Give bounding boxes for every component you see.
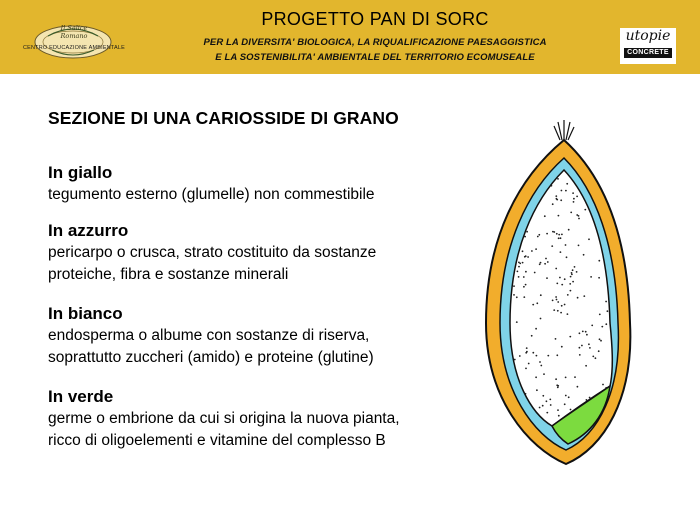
starch-dot xyxy=(589,347,591,349)
starch-dot xyxy=(576,271,578,273)
starch-dot xyxy=(526,351,528,353)
starch-dot xyxy=(602,384,604,386)
starch-dot xyxy=(595,357,597,359)
starch-dot xyxy=(555,195,557,197)
section-heading: In azzurro xyxy=(48,221,129,240)
starch-dot xyxy=(555,338,557,340)
starch-dot xyxy=(574,376,576,378)
starch-dot xyxy=(532,304,534,306)
starch-dot xyxy=(528,363,530,365)
starch-dot xyxy=(557,409,559,411)
section-blue xyxy=(48,220,498,285)
starch-dot xyxy=(581,345,583,347)
starch-dot xyxy=(585,365,587,367)
starch-dot xyxy=(557,178,559,180)
starch-dot xyxy=(579,347,581,349)
starch-dot xyxy=(577,297,579,299)
utopie-logo-script: utopie xyxy=(625,28,671,44)
starch-dot xyxy=(551,245,553,247)
starch-dot xyxy=(542,405,544,407)
starch-dot xyxy=(525,368,527,370)
project-title: PROGETTO PAN DI SORC xyxy=(261,9,489,29)
starch-dot xyxy=(536,355,538,357)
starch-dot xyxy=(566,183,568,185)
starch-dot xyxy=(551,185,553,187)
starch-dot xyxy=(516,296,518,298)
cea-logo-text: CENTRO EDUCAZIONE AMBIENTALE xyxy=(22,45,126,51)
section-heading: In verde xyxy=(48,387,114,406)
starch-dot xyxy=(570,276,572,278)
starch-dot xyxy=(537,236,539,238)
starch-dot xyxy=(546,277,548,279)
starch-dot xyxy=(598,350,600,352)
starch-dot xyxy=(573,198,575,200)
section-text: tegumento esterno (glumelle) non commestibile xyxy=(48,186,375,203)
starch-dot xyxy=(572,269,574,271)
starch-dot xyxy=(519,355,521,357)
starch-dot xyxy=(588,343,590,345)
section-green xyxy=(48,386,498,451)
starch-dot xyxy=(549,399,551,401)
starch-dot xyxy=(560,237,562,239)
starch-dot xyxy=(531,250,533,252)
starch-dot xyxy=(570,212,572,214)
starch-dot xyxy=(523,286,525,288)
starch-dot xyxy=(557,385,559,387)
starch-dot xyxy=(582,331,584,333)
starch-dot xyxy=(540,294,542,296)
starch-dot xyxy=(556,198,558,200)
starch-dot xyxy=(559,277,561,279)
section-text: pericarpo o crusca, strato costituito da sostanze proteiche, fibra e sostanze minerali xyxy=(48,244,377,283)
starch-dot xyxy=(539,407,541,409)
starch-dot xyxy=(536,389,538,391)
starch-dot xyxy=(605,323,607,325)
starch-dot xyxy=(547,355,549,357)
wheat-kernel-diagram xyxy=(478,118,638,478)
starch-dot xyxy=(564,304,566,306)
starch-dot xyxy=(599,314,601,316)
starch-dot xyxy=(539,263,541,265)
starch-dot xyxy=(540,365,542,367)
starch-dot xyxy=(565,244,567,246)
section-yellow xyxy=(48,162,498,206)
starch-dot xyxy=(513,285,515,287)
starch-dot xyxy=(513,294,515,296)
starch-dot xyxy=(569,336,571,338)
starch-dot xyxy=(534,272,536,274)
starch-dot xyxy=(546,400,548,402)
starch-dot xyxy=(557,301,559,303)
starch-dot xyxy=(540,318,542,320)
project-subtitle-line2: E LA SOSTENIBILITA' AMBIENTALE DEL TERRITORIO ECOMUSEALE xyxy=(215,52,535,63)
starch-dot xyxy=(598,260,600,262)
starch-dot xyxy=(516,321,518,323)
starch-dot xyxy=(564,403,566,405)
starch-dot xyxy=(555,296,557,298)
starch-dot xyxy=(558,215,560,217)
starch-dot xyxy=(599,338,601,340)
starch-dot xyxy=(591,325,593,327)
starch-dot xyxy=(586,399,588,401)
starch-dot xyxy=(561,190,563,192)
starch-dot xyxy=(557,310,559,312)
section-white xyxy=(48,303,498,368)
starch-dot xyxy=(561,234,563,236)
starch-dot xyxy=(561,305,563,307)
starch-dot xyxy=(566,256,568,258)
starch-dot xyxy=(525,271,527,273)
section-text: endosperma o albume con sostanze di riserva, soprattutto zuccheri (amido) e proteine (glutine) xyxy=(48,327,374,366)
starch-dot xyxy=(570,409,572,411)
starch-dot xyxy=(535,328,537,330)
starch-dot xyxy=(514,359,516,361)
starch-dot xyxy=(540,262,542,264)
cea-logo xyxy=(18,20,128,64)
starch-dot xyxy=(522,262,524,264)
starch-dot xyxy=(567,294,569,296)
starch-dot xyxy=(550,404,552,406)
starch-dot xyxy=(583,295,585,297)
starch-dot xyxy=(556,283,558,285)
starch-dot xyxy=(568,229,570,231)
starch-dot xyxy=(531,335,533,337)
kernel-brush-hairs xyxy=(554,120,574,140)
starch-dot xyxy=(578,245,580,247)
starch-dot xyxy=(526,231,528,233)
starch-dot xyxy=(544,263,546,265)
header-bar xyxy=(0,0,700,74)
starch-dot xyxy=(561,284,563,286)
starch-dot xyxy=(555,268,557,270)
starch-dot xyxy=(560,199,562,201)
starch-dot xyxy=(557,387,559,389)
starch-dot xyxy=(536,302,538,304)
project-subtitle-line1: PER LA DIVERSITA' BIOLOGICA, LA RIQUALIFICAZIONE PAESAGGISTICA xyxy=(203,37,547,48)
starch-dot xyxy=(588,238,590,240)
starch-dot xyxy=(532,352,534,354)
starch-dot xyxy=(535,376,537,378)
starch-dot xyxy=(576,214,578,216)
starch-dot xyxy=(601,326,603,328)
starch-dot xyxy=(570,290,572,292)
starch-dot xyxy=(522,250,524,252)
starch-dot xyxy=(589,397,591,399)
starch-dot xyxy=(561,346,563,348)
starch-dot xyxy=(552,203,554,205)
starch-dot xyxy=(572,281,574,283)
starch-dot xyxy=(556,354,558,356)
starch-dot xyxy=(553,231,555,233)
starch-dot xyxy=(556,233,558,235)
utopie-concrete-logo xyxy=(620,28,676,64)
starch-dot xyxy=(546,233,548,235)
starch-dot xyxy=(546,412,548,414)
starch-dot xyxy=(586,334,588,336)
section-heading: In bianco xyxy=(48,304,123,323)
starch-dot xyxy=(583,254,585,256)
starch-dot xyxy=(574,266,576,268)
starch-dot xyxy=(518,262,520,264)
starch-dot xyxy=(565,190,567,192)
starch-dot xyxy=(517,271,519,273)
starch-dot xyxy=(524,236,526,238)
starch-dot xyxy=(525,393,527,395)
starch-dot xyxy=(558,237,560,239)
starch-dot xyxy=(565,395,567,397)
starch-dot xyxy=(590,276,592,278)
starch-dot xyxy=(573,201,575,203)
starch-dot xyxy=(565,377,567,379)
section-text: germe o embrione da cui si origina la nuova pianta, ricco di oligoelementi e vitamine del complesso B xyxy=(48,410,400,449)
starch-dot xyxy=(572,192,574,194)
starch-dot xyxy=(598,277,600,279)
starch-dot xyxy=(526,347,528,349)
starch-dot xyxy=(518,276,520,278)
starch-dot xyxy=(553,309,555,311)
starch-dot xyxy=(523,276,525,278)
starch-dot xyxy=(523,296,525,298)
starch-dot xyxy=(544,215,546,217)
starch-dot xyxy=(552,300,554,302)
starch-dot xyxy=(584,209,586,211)
starch-dot xyxy=(538,234,540,236)
starch-dot xyxy=(558,415,560,417)
starch-dot xyxy=(525,284,527,286)
starch-dot xyxy=(605,301,607,303)
starch-dot xyxy=(592,356,594,358)
starch-dot xyxy=(558,234,560,236)
starch-dot xyxy=(527,256,529,258)
starch-dot xyxy=(571,272,573,274)
starch-dot xyxy=(576,196,578,198)
starch-dot xyxy=(600,340,602,342)
starch-dot xyxy=(578,218,580,220)
starch-dot xyxy=(568,396,570,398)
starch-dot xyxy=(555,378,557,380)
starch-dot xyxy=(579,332,581,334)
starch-dot xyxy=(567,313,569,315)
starch-dot xyxy=(564,278,566,280)
starch-dot xyxy=(542,395,544,397)
starch-dot xyxy=(585,331,587,333)
starch-dot xyxy=(535,248,537,250)
starch-dot xyxy=(560,312,562,314)
section-heading: In giallo xyxy=(48,163,113,182)
starch-dot xyxy=(605,387,607,389)
starch-dot xyxy=(545,258,547,260)
starch-dot xyxy=(556,299,558,301)
starch-dot xyxy=(518,266,520,268)
starch-dot xyxy=(607,310,609,312)
starch-dot xyxy=(569,283,571,285)
starch-dot xyxy=(547,261,549,263)
utopie-logo-bar: CONCRETE xyxy=(624,48,672,58)
starch-dot xyxy=(539,361,541,363)
starch-dot xyxy=(577,386,579,388)
starch-dot xyxy=(560,251,562,253)
cea-logo-script: Il Salice Romano xyxy=(60,24,88,40)
slide-title: SEZIONE DI UNA CARIOSSIDE DI GRANO xyxy=(48,108,399,128)
starch-dot xyxy=(579,354,581,356)
starch-dot xyxy=(543,373,545,375)
starch-dot xyxy=(524,256,526,258)
